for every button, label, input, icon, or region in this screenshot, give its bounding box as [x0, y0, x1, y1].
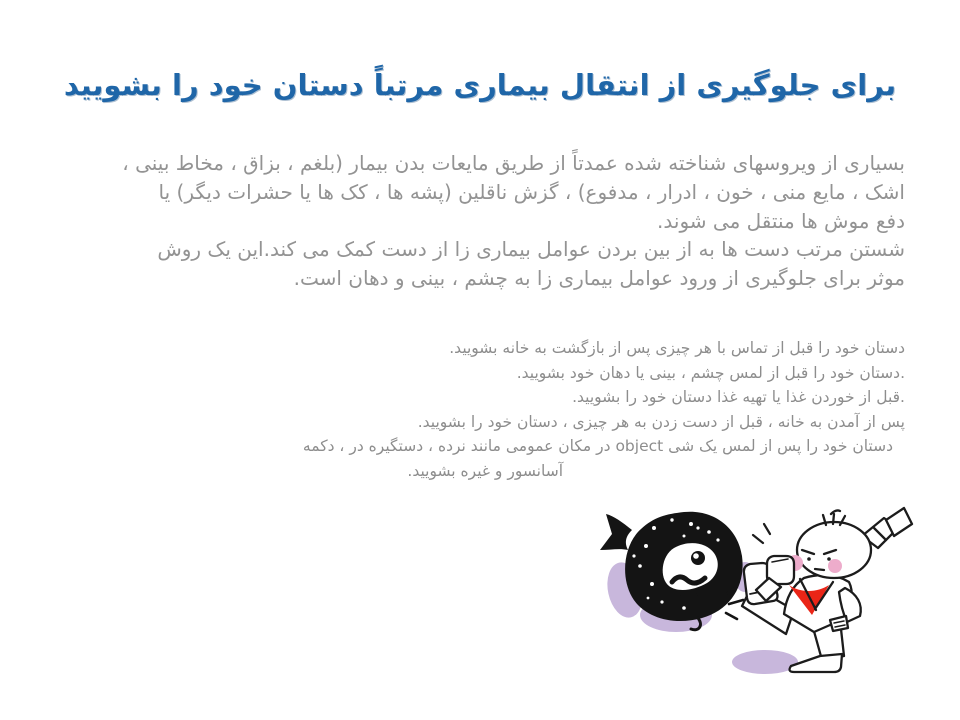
paragraph-line-3: دفع موش ها منتقل می شوند.	[657, 208, 905, 233]
baby-kicking-germ-illustration	[588, 498, 928, 713]
hip-hand	[830, 616, 848, 631]
instruction-line-6: آسانسور و غیره بشویید.	[407, 461, 563, 480]
instruction-line-5: دستان خود را پس از لمس یک شی object در مکان عمومی مانند نرده ، دستگیره در ، دکمه	[302, 437, 893, 456]
paragraph-line-5: موثر برای جلوگیری از ورود عوامل بیماری زا به چشم ، بینی و دهان است.	[293, 266, 905, 291]
paragraph-line-1: بسیاری از ویروسهای شناخته شده عمدتاً از طریق مایعات بدن بیمار (بلغم ، بزاق ، مخاط بینی ،	[122, 151, 905, 175]
slide-title: برای جلوگیری از انتقال بیماری مرتباً دستان خود را بشویید	[63, 68, 897, 102]
germ-knot	[600, 514, 632, 550]
germ-eye-highlight	[693, 553, 699, 559]
paragraph-line-2: اشک ، مایع منی ، خون ، ادرار ، مدفوع) ، گزش ناقلین (پشه ها ، کک ها یا حشرات دیگر) یا	[158, 179, 905, 204]
mouth	[815, 569, 824, 570]
surprise-marks	[753, 524, 770, 543]
instruction-line-3: .قبل از خوردن غذا یا تهیه غذا دستان خود را بشویید.	[572, 388, 905, 407]
right-eye	[827, 557, 831, 561]
intro-paragraph	[122, 149, 905, 293]
paragraph-line-4: شستن مرتب دست ها به از بین بردن عوامل بیماری زا از دست کمک می کند.این یک روش	[157, 237, 905, 262]
hair-strands	[823, 510, 845, 525]
baby-icon	[742, 508, 912, 672]
instruction-line-1: دستان خود را قبل از تماس با هر چیزی پس از بازگشت به خانه بشویید.	[449, 339, 905, 357]
instruction-line-2: .دستان خود را قبل از لمس چشم ، بینی یا دهان خود بشویید.	[516, 363, 905, 382]
handwashing-instructions	[303, 336, 905, 484]
standing-foot	[790, 654, 842, 672]
right-cheek	[828, 559, 842, 573]
germ-eye	[691, 551, 705, 565]
instruction-line-4: پس از آمدن به خانه ، قبل از دست زدن به هر چیزی ، دستان خود را بشویید.	[417, 412, 905, 431]
left-eye	[807, 557, 811, 561]
